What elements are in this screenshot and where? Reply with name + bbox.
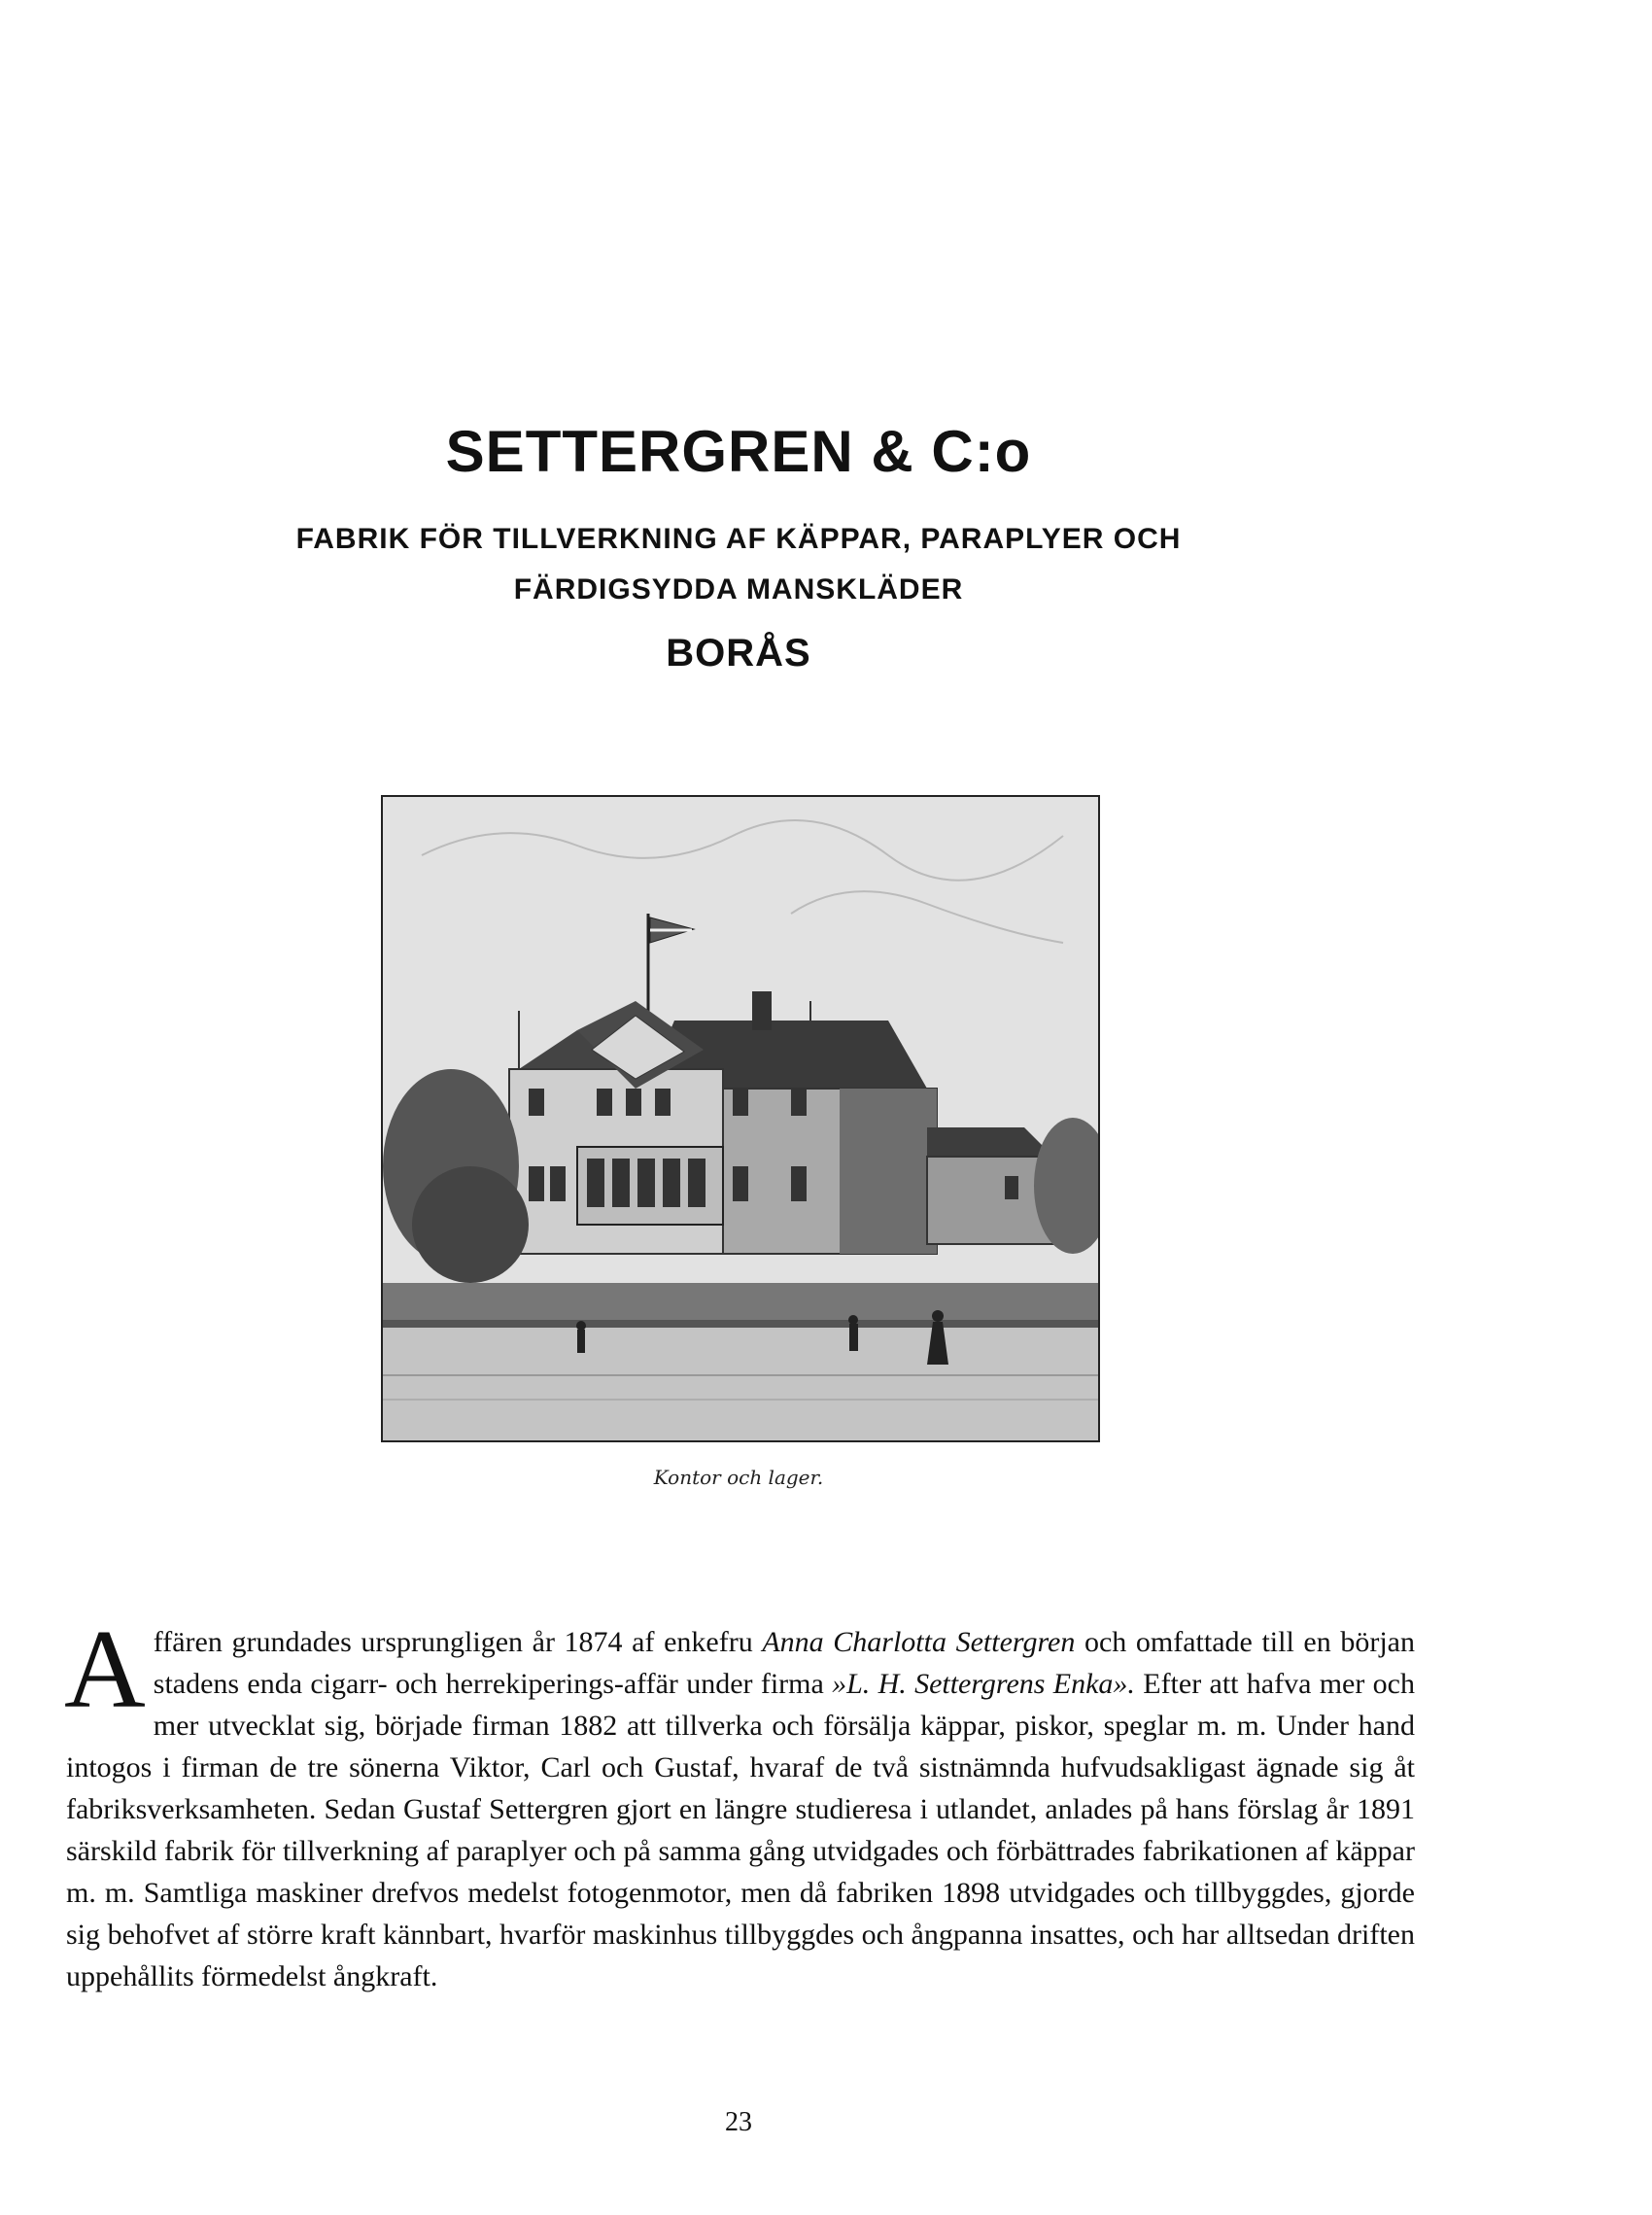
outbuilding-window xyxy=(1005,1176,1018,1199)
drop-cap: A xyxy=(64,1608,146,1732)
wing-shadow xyxy=(840,1089,937,1254)
street xyxy=(383,1328,1098,1440)
body-text-part-2: och omfattade till en början stadens enda cigarr- och herrekiperings-affär under firma xyxy=(153,1626,1415,1700)
firm-name: »L. H. Settergrens Enka». xyxy=(832,1668,1135,1700)
city-name: BORÅS xyxy=(666,632,811,675)
tree-left-lower xyxy=(412,1166,529,1283)
fence xyxy=(383,1320,1098,1328)
building-drawing xyxy=(383,797,1098,1440)
page-number: 23 xyxy=(725,2107,752,2137)
hedge xyxy=(383,1283,1098,1322)
subtitle-line-2: FÄRDIGSYDDA MANSKLÄDER xyxy=(513,573,964,606)
body-text-part-3: Efter att hafva mer och mer utvecklat sig, började firman 1882 att tillverka och försälja käppar, piskor, speglar m. m. Under hand intogos i firman de tre sönerna Viktor, Carl och Gustaf, hvaraf de två sistnämnda hufvudsakligast ägnade sig åt fabriksverksamheten. Sedan Gustaf Settergren gjort en längre studieresa i utlandet, anlades på hans förslag år 1891 särskild fabrik för tillverkning af paraplyer och på samma gång utvidgades och förbättrades fabrikationen af käppar m. m. Samtliga maskiner drefvos medelst fotogenmotor, men då fabriken 1898 utvidgades och tillbyggdes, gjorde sig behofvet af större kraft kännbart, hvarför maskinhus tillbyggdes och ångpanna insattes, och har alltsedan driften uppehållits förmedelst ångkraft. xyxy=(66,1668,1415,1992)
body-paragraph xyxy=(64,1608,1415,1997)
page-title: SETTERGREN & C:o xyxy=(445,419,1032,484)
figure-caption: Kontor och lager. xyxy=(653,1466,824,1489)
outbuilding xyxy=(927,1157,1053,1244)
body-text-part-1: ffären grundades ursprungligen år 1874 af enkefru xyxy=(153,1626,763,1658)
building-illustration xyxy=(381,795,1100,1442)
founder-name: Anna Charlotta Settergren xyxy=(762,1626,1076,1658)
subtitle-line-1: FABRIK FÖR TILLVERKNING AF KÄPPAR, PARAPLYER OCH xyxy=(295,523,1182,555)
chimney xyxy=(752,991,772,1030)
